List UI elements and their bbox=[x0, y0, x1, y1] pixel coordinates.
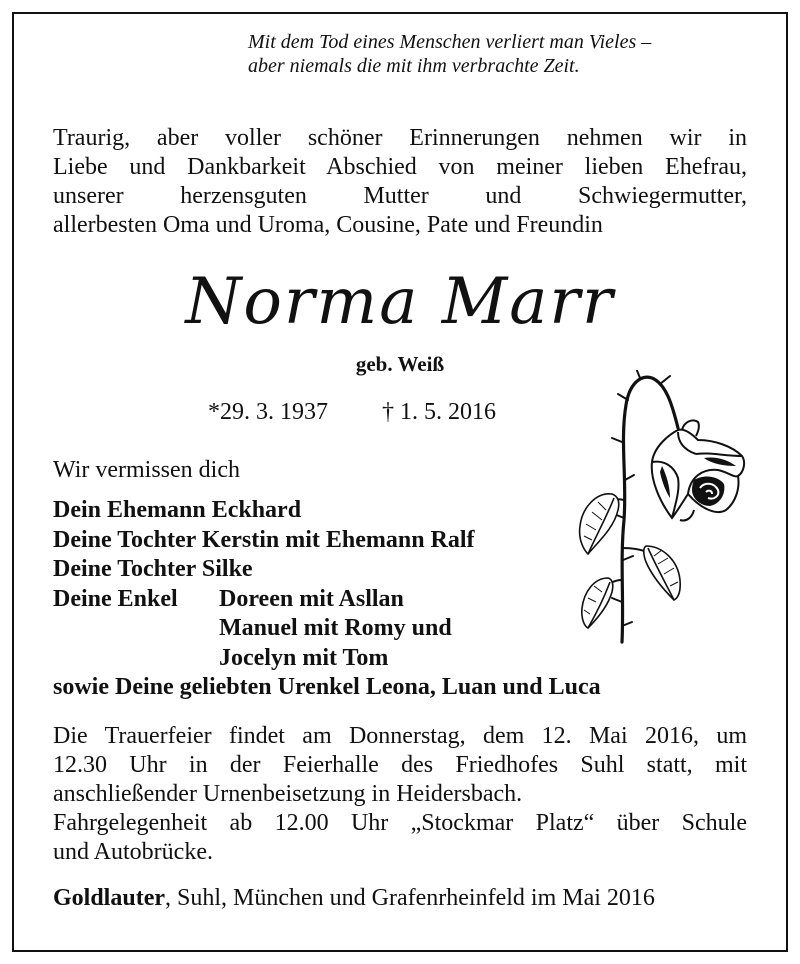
deceased-name: Norma Marr bbox=[185, 265, 615, 339]
intro-line-4: allerbesten Oma und Uroma, Cousine, Pate und Freundin bbox=[53, 212, 603, 238]
mourner-line bbox=[53, 585, 601, 615]
mourner-line bbox=[53, 614, 601, 644]
grandchild-text: Manuel mit Romy und bbox=[219, 615, 452, 641]
mourner-text: Dein Ehemann Eckhard bbox=[53, 497, 302, 523]
mourner-line bbox=[53, 673, 601, 703]
intro-paragraph bbox=[53, 124, 747, 240]
death-date: † 1. 5. 2016 bbox=[382, 399, 496, 425]
mourner-text: Deine Tochter Kerstin mit Ehemann Ralf bbox=[53, 526, 475, 553]
motto-line-1: Mit dem Tod eines Menschen verliert man Vieles – bbox=[248, 31, 652, 53]
intro-line-1: Traurig, aber voller schöner Erinnerungen nehmen wir in bbox=[53, 125, 747, 151]
mourners-list bbox=[53, 496, 601, 703]
motto-line-2: aber niemals die mit ihm verbrachte Zeit. bbox=[248, 55, 580, 77]
service-line-5: und Autobrücke. bbox=[53, 839, 213, 865]
intro-line-3: unserer herzensguten Mutter und Schwiegermutter, bbox=[53, 183, 747, 209]
signature-line bbox=[53, 884, 655, 912]
grandchildren-label: Deine Enkel bbox=[53, 585, 178, 612]
motto-quote bbox=[248, 30, 748, 78]
mourner-text: sowie Deine geliebten Urenkel Leona, Luan und Luca bbox=[53, 674, 601, 700]
service-line-2: 12.30 Uhr in der Feierhalle des Friedhofes Suhl statt, mit bbox=[53, 752, 747, 778]
mourner-line bbox=[53, 644, 601, 674]
service-line-3: anschließender Urnenbeisetzung in Heidersbach. bbox=[53, 781, 523, 807]
service-line-4: Fahrgelegenheit ab 12.00 Uhr „Stockmar Platz“ über Schule bbox=[53, 810, 747, 836]
grandchild-text: Doreen mit Asllan bbox=[219, 585, 404, 612]
signature-place: Goldlauter bbox=[53, 885, 165, 911]
grandchild-text: Jocelyn mit Tom bbox=[219, 644, 389, 671]
signature-rest: , Suhl, München und Grafenrheinfeld im Mai 2016 bbox=[165, 885, 655, 911]
life-dates bbox=[208, 398, 496, 426]
birth-date: *29. 3. 1937 bbox=[208, 399, 328, 425]
service-details bbox=[53, 722, 747, 867]
mourner-line bbox=[53, 496, 601, 526]
maiden-name: geb. Weiß bbox=[355, 352, 445, 376]
mourner-text: Deine Tochter Silke bbox=[53, 556, 253, 582]
mourner-line bbox=[53, 555, 601, 585]
mourners-intro: Wir vermissen dich bbox=[53, 457, 240, 483]
mourner-line bbox=[53, 526, 601, 556]
service-line-1: Die Trauerfeier findet am Donnerstag, dem 12. Mai 2016, um bbox=[53, 723, 747, 749]
intro-line-2: Liebe und Dankbarkeit Abschied von meiner lieben Ehefrau, bbox=[53, 154, 747, 180]
